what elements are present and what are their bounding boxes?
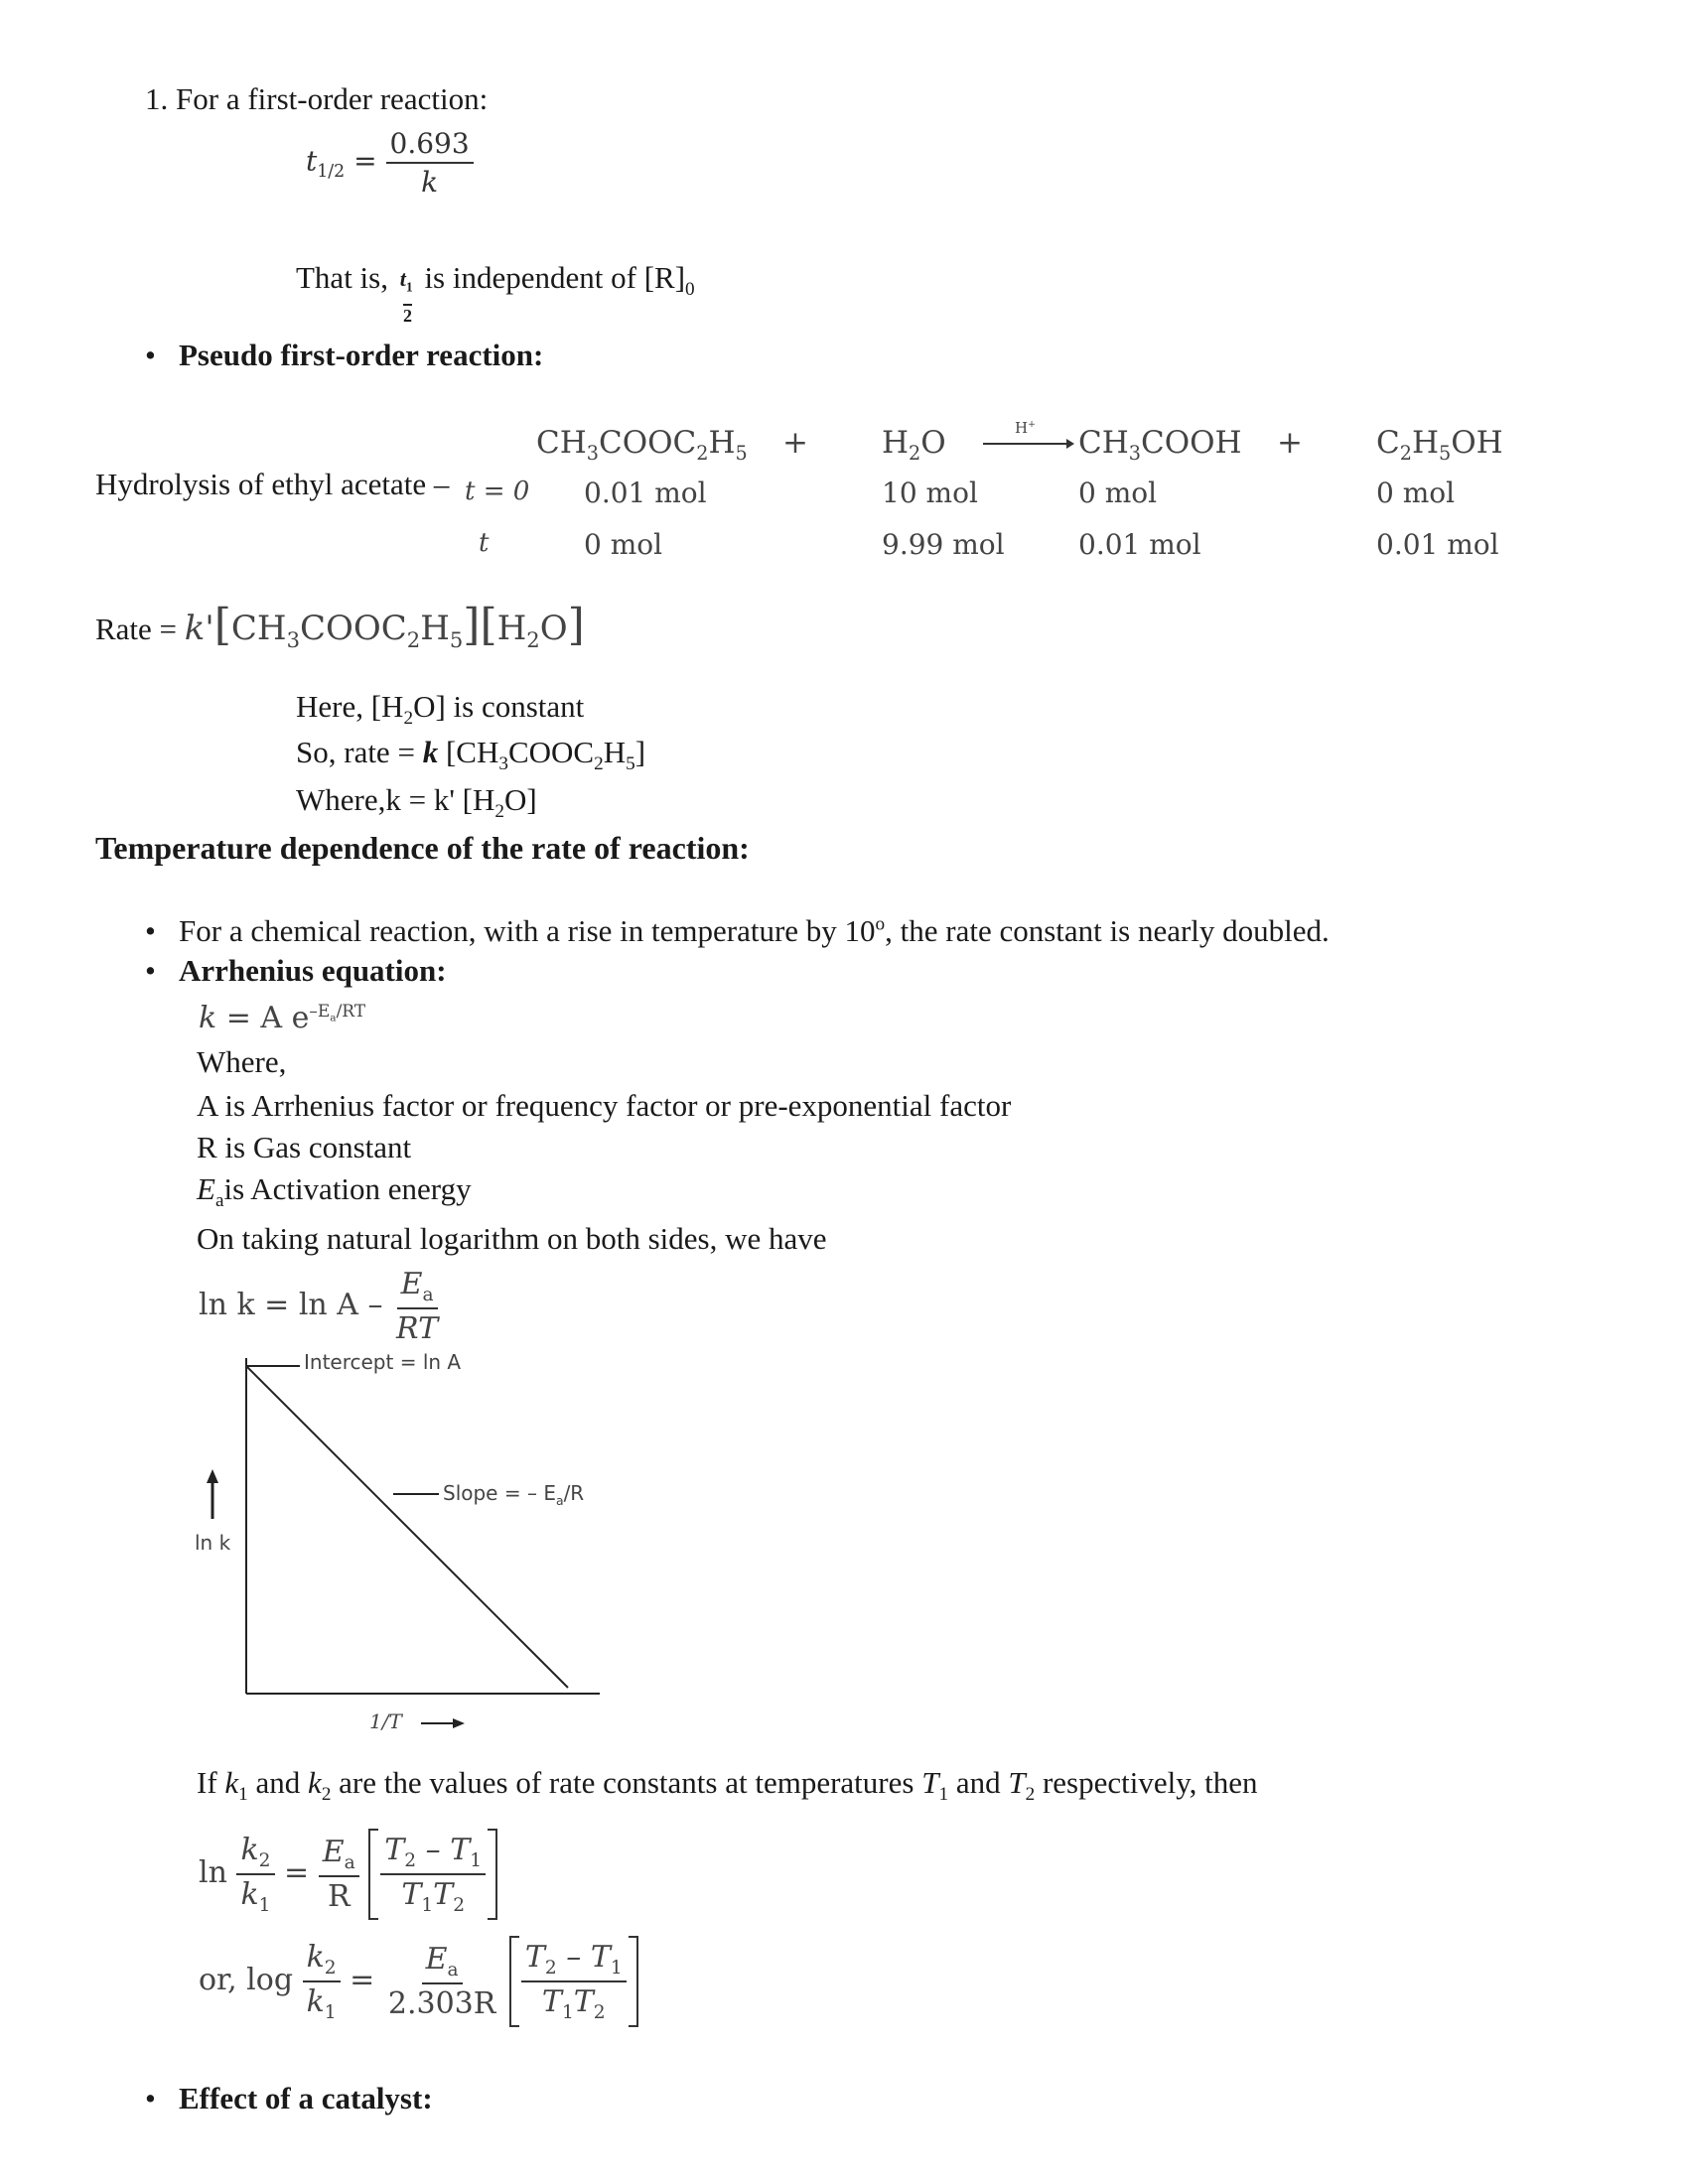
arrhenius-heading: • Arrhenius equation:: [179, 953, 447, 989]
arrhenius-equation: k = A $e^{-E_a/RT}$: [199, 1001, 366, 1035]
where-label: Where,: [197, 1044, 287, 1079]
ln-ratio-equation: ln $\frac{k_2}{k_1}$ = $\frac{E_a}{R}$ $\frac{T_2 - T_1}{T_1T_2}$: [199, 1829, 497, 1920]
where-k-line: Where,k = k' $[H_2O]$: [296, 782, 537, 823]
ethanol-formula: $C_2H_5OH$: [1376, 425, 1503, 466]
temperatures-statement: If $k_1$ and $k_2$ are the values of rate constants at temperatures $T_1$ and $T_2$ respectively, then: [197, 1765, 1258, 1806]
pseudo-heading: • Pseudo first-order reaction:: [179, 338, 543, 373]
right-arrow-icon: [453, 1718, 465, 1728]
up-arrow-icon: [207, 1469, 218, 1483]
item-number: 1.: [145, 81, 169, 116]
t0-ethanol: 0 mol: [1376, 477, 1456, 509]
plus-sign-2: +: [1277, 425, 1303, 461]
t0-ethyl-acetate: 0.01 mol: [584, 477, 707, 509]
log-statement: On taking natural logarithm on both sides, we have: [197, 1221, 827, 1256]
half-life-fraction: $\frac{0.693}{k}$: [386, 127, 474, 199]
item-text: For a first-order reaction:: [176, 81, 489, 116]
t-ethyl-acetate: 0 mol: [584, 528, 663, 561]
ea-definition: $E_ais$ Activation energy: [197, 1171, 472, 1212]
item-1: [145, 81, 488, 117]
catalyst-heading: • Effect of a catalyst:: [179, 2081, 433, 2116]
acetic-acid-formula: $CH_3COOH$: [1078, 425, 1242, 466]
independence-statement: That is, $t_1$ is independent of $[R]_0$ 2: [296, 260, 695, 326]
a-definition: A is Arrhenius factor or frequency factor or pre-exponential factor: [197, 1088, 1012, 1123]
half-life-formula: $t_{1/2}$ = $\frac{0.693}{k}$: [306, 127, 474, 199]
rate-doubling-bullet: • For a chemical reaction, with a rise in temperature by 10$^o$, the rate constant is nearly doubled.: [179, 913, 1330, 949]
t-water: 9.99 mol: [882, 528, 1005, 561]
t0-acetic-acid: 0 mol: [1078, 477, 1158, 509]
r-definition: R is Gas constant: [197, 1130, 412, 1164]
arrhenius-plot: [189, 1358, 616, 1733]
slope-label: Slope = – $E_a/R$: [443, 1481, 585, 1508]
plot-line: [246, 1366, 568, 1688]
ln-k-equation: ln k = ln A – $\frac{E_a}{RT}$: [199, 1267, 439, 1346]
water-constant-line: Here, $[H_2O]$ is constant: [296, 689, 585, 730]
hydrolysis-label: Hydrolysis of ethyl acetate –: [95, 467, 450, 501]
t-acetic-acid: 0.01 mol: [1078, 528, 1201, 561]
x-axis-label: 1/T: [369, 1709, 402, 1733]
y-axis-label: ln k: [195, 1531, 231, 1555]
log-ratio-equation: or, log $\frac{k_2}{k_1}$ = $\frac{E_a}{2.303R}$ $\frac{T_2 - T_1}{T_1T_2}$: [199, 1936, 638, 2027]
rate-equation: Rate = $k'[CH_3COOC_2H_5][H_2O]$: [95, 600, 585, 652]
so-rate-line: So, rate = k $[CH_3COOC_2H_5]$: [296, 735, 646, 775]
water-formula: $H_2O$: [882, 425, 946, 466]
intercept-label: Intercept = ln A: [304, 1350, 462, 1374]
t0-water: 10 mol: [882, 477, 978, 509]
t-ethanol: 0.01 mol: [1376, 528, 1499, 561]
catalyst-label: H+: [1015, 419, 1036, 437]
time-t-label: t: [479, 528, 490, 558]
reaction-arrow-icon: [983, 437, 1074, 451]
time-zero-label: t = 0: [465, 477, 530, 506]
temperature-heading: Temperature dependence of the rate of reaction:: [95, 830, 750, 866]
ethyl-acetate-formula: $CH_3COOC_2H_5$: [536, 425, 748, 466]
plus-sign-1: +: [782, 425, 808, 461]
